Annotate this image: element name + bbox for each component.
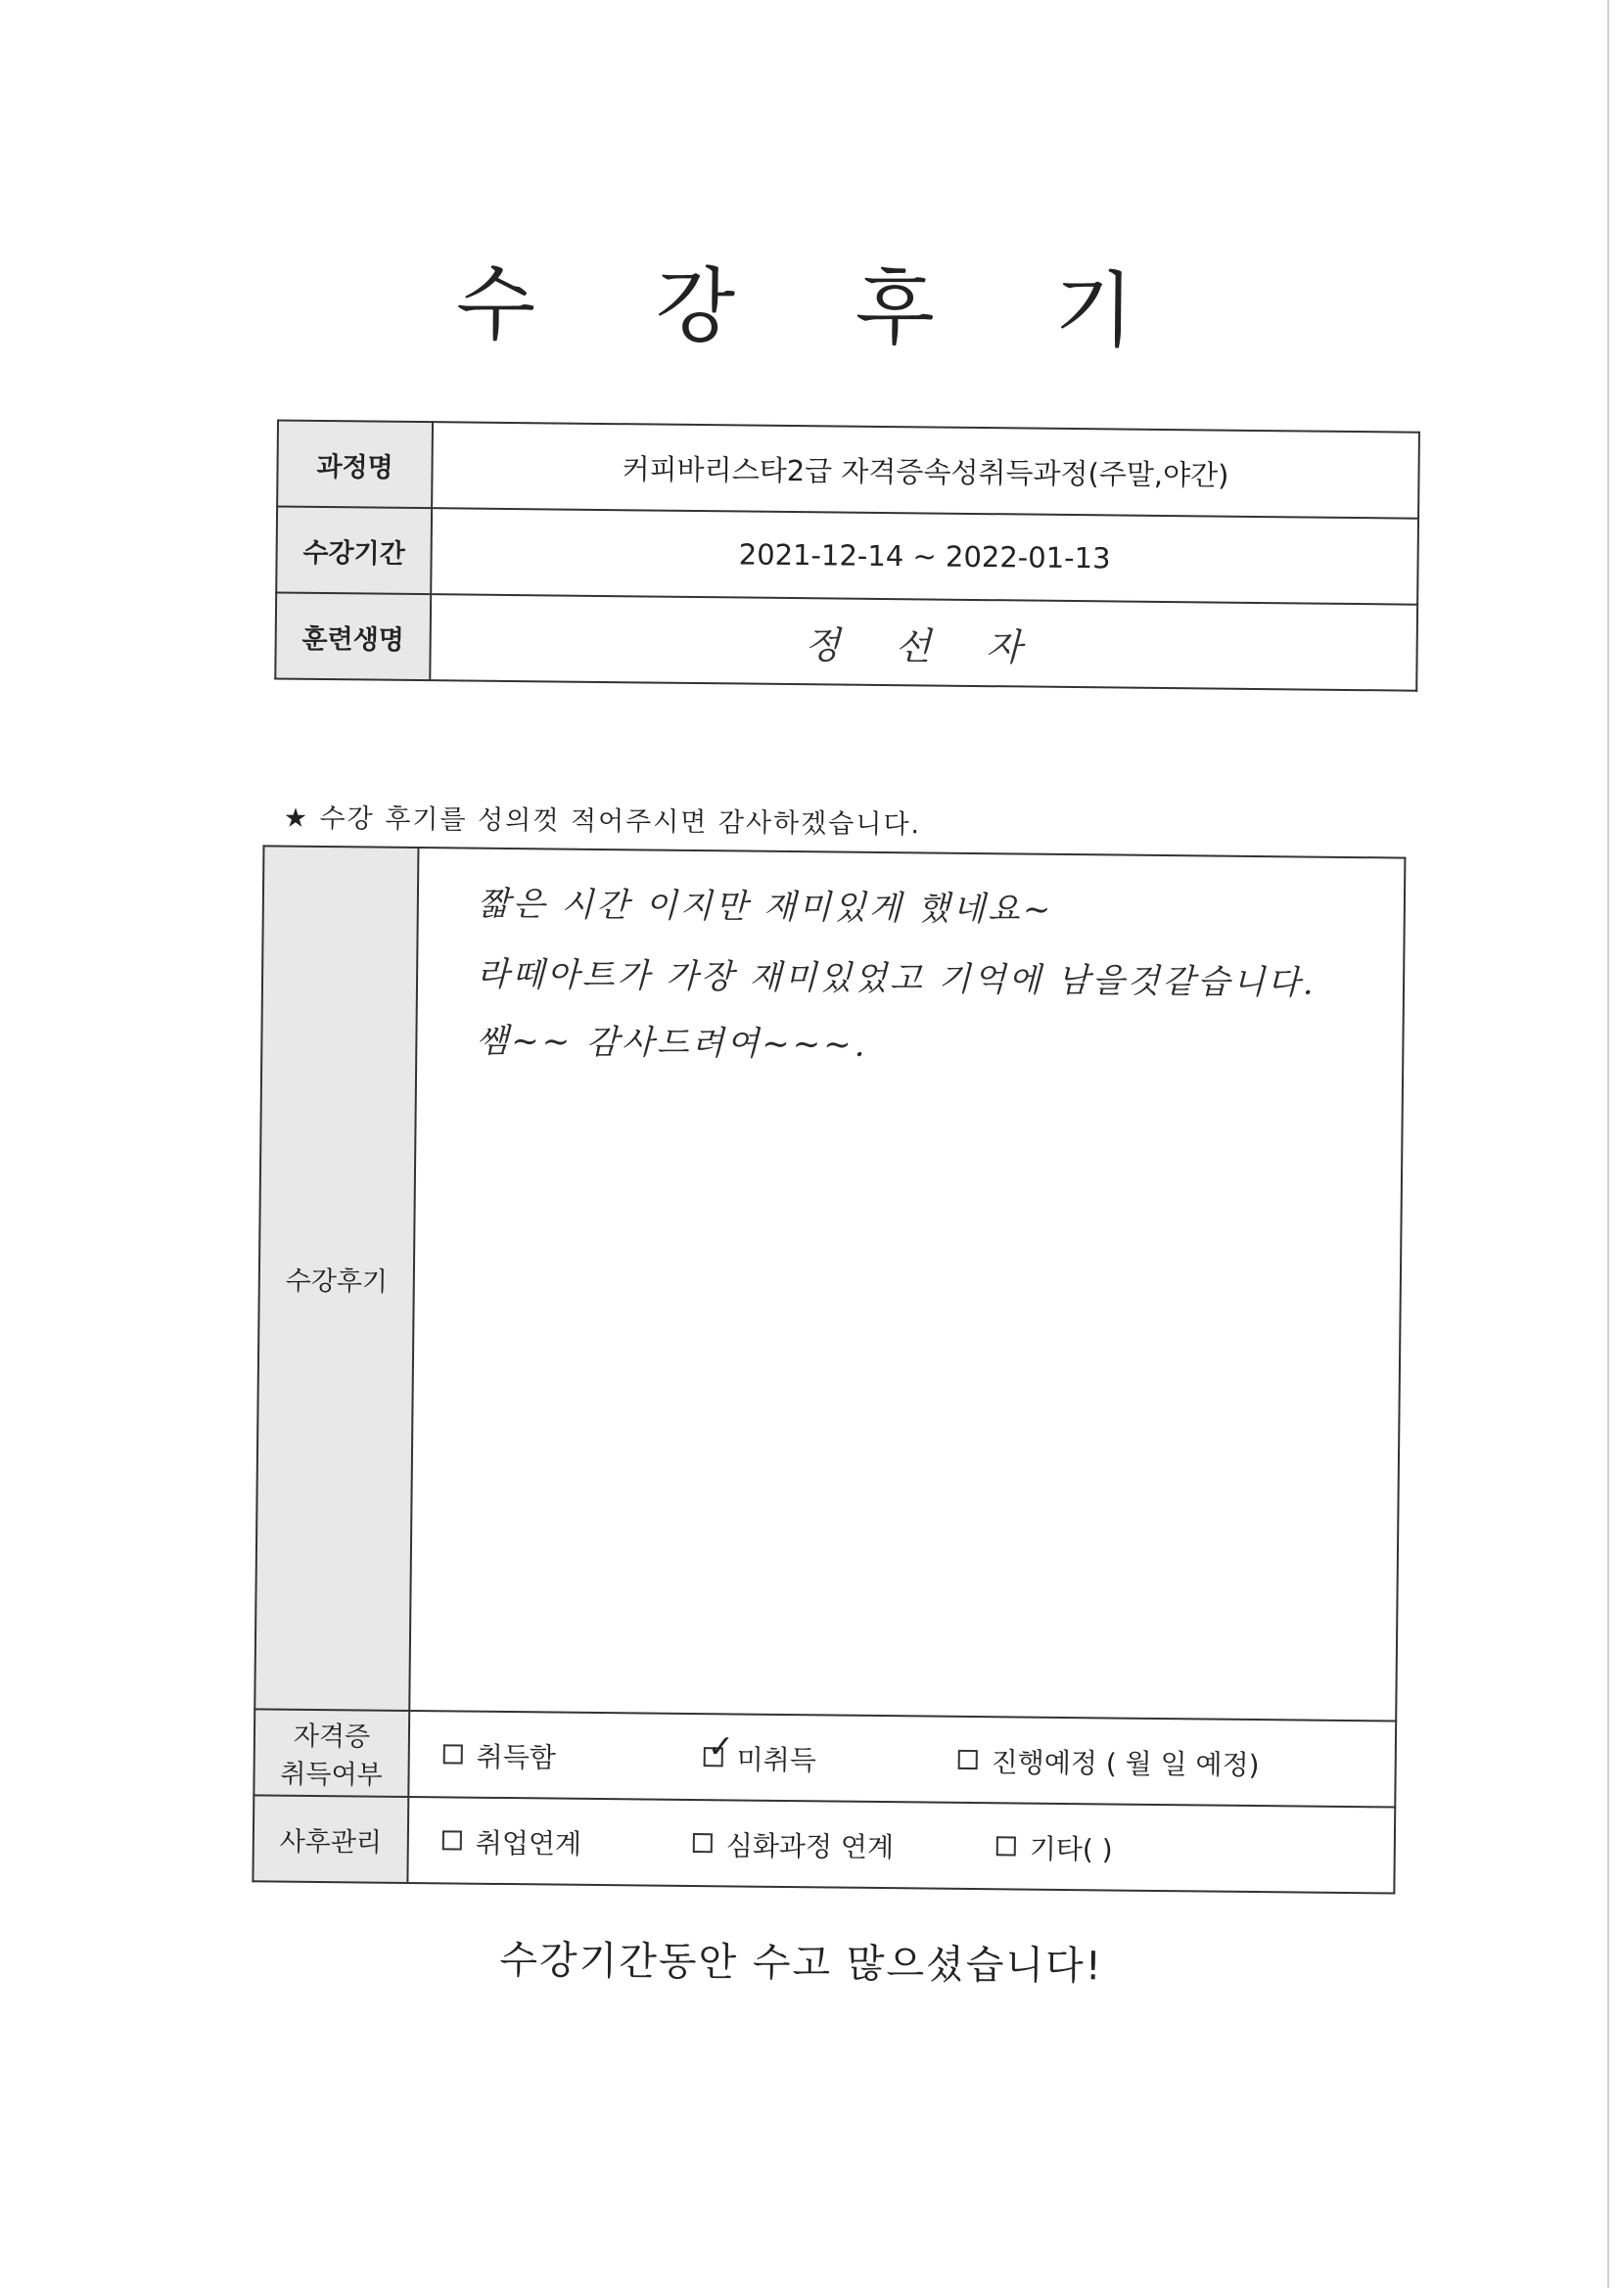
- period-value: 2021-12-14 ~ 2022-01-13: [431, 508, 1418, 605]
- review-label: 수강후기: [254, 846, 418, 1711]
- course-label: 과정명: [277, 421, 433, 509]
- cert-option-planned-label: 진행예정 ( 월 일 예정): [991, 1746, 1260, 1782]
- aftercare-options: [407, 1797, 1395, 1894]
- checkbox-icon[interactable]: [958, 1750, 978, 1769]
- review-line-3: 쌤~~ 감사드려여~~~.: [476, 1021, 868, 1065]
- review-line-1: 짧은 시간 이지만 재미있게 했네요~: [477, 884, 1054, 930]
- trainee-name-cell: [430, 594, 1417, 691]
- aftercare-label: 사후관리: [253, 1795, 408, 1883]
- aftercare-option-other-label: 기타( ): [1029, 1832, 1113, 1866]
- period-row: [276, 507, 1418, 605]
- trainee-label: 훈련생명: [275, 592, 431, 680]
- review-text-area[interactable]: [409, 848, 1405, 1722]
- closing-message: 수강기간동안 수고 많으셨습니다!: [499, 1937, 1103, 1990]
- aftercare-option-advanced[interactable]: [693, 1824, 895, 1865]
- review-line-2: 라떼아트가 가장 재미있었고 기억에 남을것같습니다.: [476, 954, 1317, 1003]
- certificate-label-line2: 취득여부: [280, 1759, 383, 1791]
- checkbox-icon[interactable]: [443, 1744, 463, 1764]
- aftercare-option-other[interactable]: [996, 1827, 1113, 1867]
- certificate-label-line1: 자격증: [293, 1721, 371, 1753]
- aftercare-option-job[interactable]: [442, 1821, 582, 1861]
- course-value: 커피바리스타2급 자격증속성취득과정(주말,야간): [432, 422, 1419, 519]
- checkbox-icon[interactable]: [442, 1830, 462, 1850]
- cert-option-not-obtained[interactable]: [704, 1738, 817, 1778]
- cert-option-obtained[interactable]: [443, 1735, 557, 1775]
- course-info-table: [274, 419, 1420, 691]
- trainee-name-handwritten: 정 선 자: [804, 622, 1044, 669]
- page-title: 수 강 후 기: [455, 255, 1182, 360]
- trainee-row: [275, 592, 1417, 690]
- notice-text: ★ 수강 후기를 성의껏 적어주시면 감사하겠습니다.: [283, 803, 922, 841]
- aftercare-option-job-label: 취업연계: [475, 1826, 582, 1860]
- certificate-row: [254, 1709, 1396, 1807]
- cert-option-not-obtained-label: 미취득: [736, 1743, 817, 1777]
- cert-option-obtained-label: 취득함: [476, 1740, 557, 1774]
- checkbox-icon[interactable]: [996, 1836, 1016, 1856]
- period-label: 수강기간: [276, 507, 432, 595]
- review-table: [252, 845, 1406, 1894]
- aftercare-option-advanced-label: 심화과정 연계: [725, 1829, 895, 1864]
- certificate-label: [254, 1709, 409, 1797]
- review-row: [254, 846, 1405, 1721]
- checked-checkbox-icon[interactable]: [704, 1747, 723, 1767]
- cert-option-planned[interactable]: [958, 1741, 1260, 1783]
- certificate-options: [408, 1711, 1396, 1808]
- checkbox-icon[interactable]: [693, 1833, 713, 1853]
- aftercare-row: [253, 1795, 1395, 1893]
- course-row: [277, 421, 1419, 519]
